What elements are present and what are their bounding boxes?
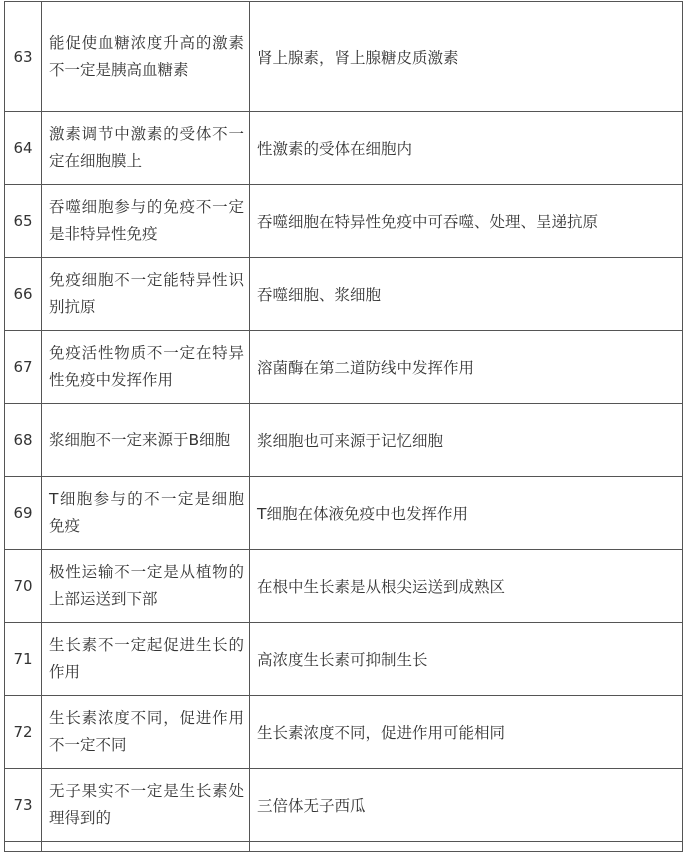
table-row [5, 2, 683, 112]
table-row [5, 623, 683, 696]
statement-cell: 激素调节中激素的受体不一定在细胞膜上 [42, 112, 250, 185]
row-number: 67 [5, 331, 42, 404]
row-number: 73 [5, 769, 42, 842]
explanation-cell: 溶菌酶在第二道防线中发挥作用 [250, 331, 683, 404]
row-number: 71 [5, 623, 42, 696]
statement-cell: 无子果实不一定是生长素处理得到的 [42, 769, 250, 842]
table-row [5, 258, 683, 331]
explanation-cell: 性激素的受体在细胞内 [250, 112, 683, 185]
row-number: 65 [5, 185, 42, 258]
statement-cell: 免疫细胞不一定能特异性识别抗原 [42, 258, 250, 331]
statement-cell: 吞噬细胞参与的免疫不一定是非特异性免疫 [42, 185, 250, 258]
row-number: 66 [5, 258, 42, 331]
table-row [5, 331, 683, 404]
explanation-cell: 三倍体无子西瓜 [250, 769, 683, 842]
explanation-cell: T细胞在体液免疫中也发挥作用 [250, 477, 683, 550]
explanation-cell: 浆细胞也可来源于记忆细胞 [250, 404, 683, 477]
row-number: 70 [5, 550, 42, 623]
row-number: 72 [5, 696, 42, 769]
statement-cell: 生长素不一定起促进生长的作用 [42, 623, 250, 696]
table-row [5, 550, 683, 623]
explanation-cell: 肾上腺素，肾上腺糖皮质激素 [250, 2, 683, 112]
table-row [5, 477, 683, 550]
table-row [5, 185, 683, 258]
table-row [5, 112, 683, 185]
row-number: 69 [5, 477, 42, 550]
statement-cell: 免疫活性物质不一定在特异性免疫中发挥作用 [42, 331, 250, 404]
statement-cell: 生长素浓度不同，促进作用不一定不同 [42, 696, 250, 769]
statement-cell: 极性运输不一定是从植物的上部运送到下部 [42, 550, 250, 623]
explanation-cell: 吞噬细胞在特异性免疫中可吞噬、处理、呈递抗原 [250, 185, 683, 258]
table-row [5, 696, 683, 769]
statement-cell: T细胞参与的不一定是细胞免疫 [42, 477, 250, 550]
statement-cell: 浆细胞不一定来源于B细胞 [42, 404, 250, 477]
explanation-cell: 在根中生长素是从根尖运送到成熟区 [250, 550, 683, 623]
row-number: 64 [5, 112, 42, 185]
table-row [5, 404, 683, 477]
explanation-cell: 高浓度生长素可抑制生长 [250, 623, 683, 696]
explanation-cell: 生长素浓度不同，促进作用可能相同 [250, 696, 683, 769]
table-row [5, 769, 683, 842]
row-number: 63 [5, 2, 42, 112]
row-number: 68 [5, 404, 42, 477]
statement-cell: 能促使血糖浓度升高的激素不一定是胰高血糖素 [42, 2, 250, 112]
facts-table [4, 1, 683, 852]
explanation-cell: 吞噬细胞、浆细胞 [250, 258, 683, 331]
